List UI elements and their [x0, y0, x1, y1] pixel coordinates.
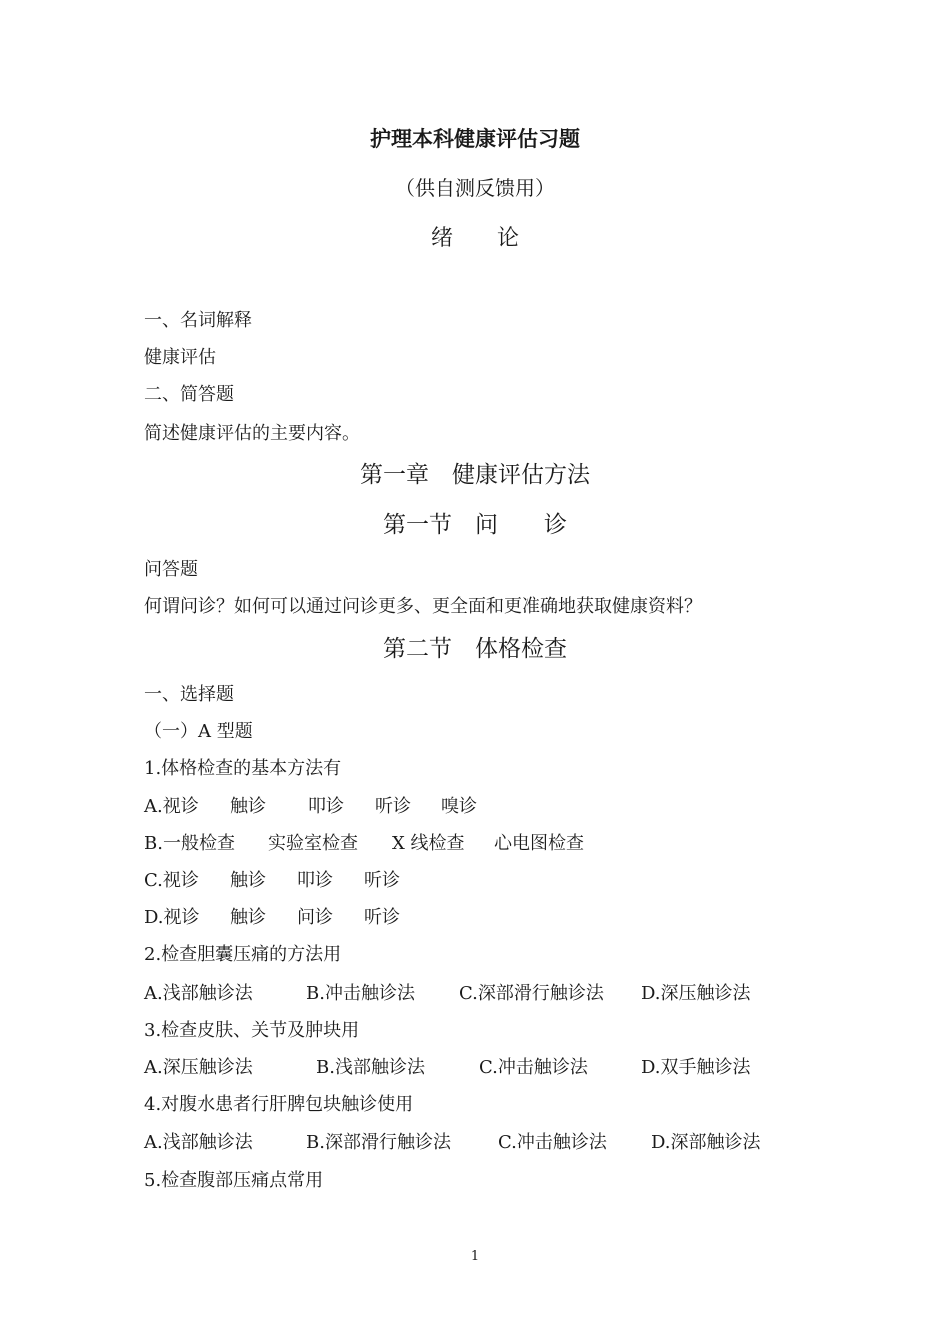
option: A.视诊 — [144, 796, 199, 817]
option: 听诊 — [364, 907, 400, 928]
option: 触诊 — [230, 907, 266, 928]
option: 实验室检查 — [268, 833, 358, 854]
option: C.深部滑行触诊法 — [459, 983, 604, 1004]
intro-q1-heading: 一、名词解释 — [144, 310, 252, 331]
question-stem: 1.体格检查的基本方法有 — [144, 758, 342, 779]
question-stem: 3.检查皮肤、关节及肿块用 — [144, 1020, 360, 1041]
question-stem: 2.检查胆囊压痛的方法用 — [144, 944, 342, 965]
option: A.浅部触诊法 — [144, 983, 253, 1004]
option: D.深部触诊法 — [651, 1132, 761, 1153]
document-subtitle: （供自测反馈用） — [395, 176, 555, 200]
section2-title: 第二节 体格检查 — [383, 636, 567, 662]
option: A.浅部触诊法 — [144, 1132, 253, 1153]
section2-part-heading: 一、选择题 — [144, 684, 234, 705]
option: 触诊 — [230, 870, 266, 891]
intro-q1-item: 健康评估 — [144, 347, 216, 368]
question-stem: 5.检查腹部压痛点常用 — [144, 1170, 324, 1191]
option: B.一般检查 — [144, 833, 235, 854]
option: D.双手触诊法 — [641, 1057, 751, 1078]
option: B.深部滑行触诊法 — [306, 1132, 451, 1153]
option: 触诊 — [230, 796, 266, 817]
option: C.视诊 — [144, 870, 199, 891]
option: B.浅部触诊法 — [316, 1057, 425, 1078]
option: X 线检查 — [392, 833, 465, 854]
intro-q2-item: 简述健康评估的主要内容。 — [144, 423, 360, 444]
option: B.冲击触诊法 — [306, 983, 415, 1004]
section1-q-heading: 问答题 — [144, 559, 198, 580]
option: C.冲击触诊法 — [479, 1057, 588, 1078]
option: 嗅诊 — [441, 796, 477, 817]
option: 听诊 — [375, 796, 411, 817]
option: 叩诊 — [308, 796, 344, 817]
intro-heading: 绪 论 — [430, 226, 519, 251]
option: C.冲击触诊法 — [498, 1132, 607, 1153]
question-stem: 4.对腹水患者行肝脾包块触诊使用 — [144, 1094, 414, 1115]
chapter-title: 第一章 健康评估方法 — [360, 462, 590, 488]
option: 叩诊 — [297, 870, 333, 891]
option: D.视诊 — [144, 907, 200, 928]
page-number: 1 — [470, 1249, 480, 1264]
section2-type-heading: （一）A 型题 — [144, 721, 253, 742]
option: 听诊 — [364, 870, 400, 891]
intro-q2-heading: 二、简答题 — [144, 384, 234, 405]
section1-q-item: 何谓问诊？如何可以通过问诊更多、更全面和更准确地获取健康资料？ — [144, 596, 702, 617]
option: 心电图检查 — [494, 833, 584, 854]
option: D.深压触诊法 — [641, 983, 751, 1004]
section1-title: 第一节 问 诊 — [383, 512, 567, 538]
document-title: 护理本科健康评估习题 — [370, 127, 580, 151]
option: 问诊 — [297, 907, 333, 928]
option: A.深压触诊法 — [144, 1057, 253, 1078]
